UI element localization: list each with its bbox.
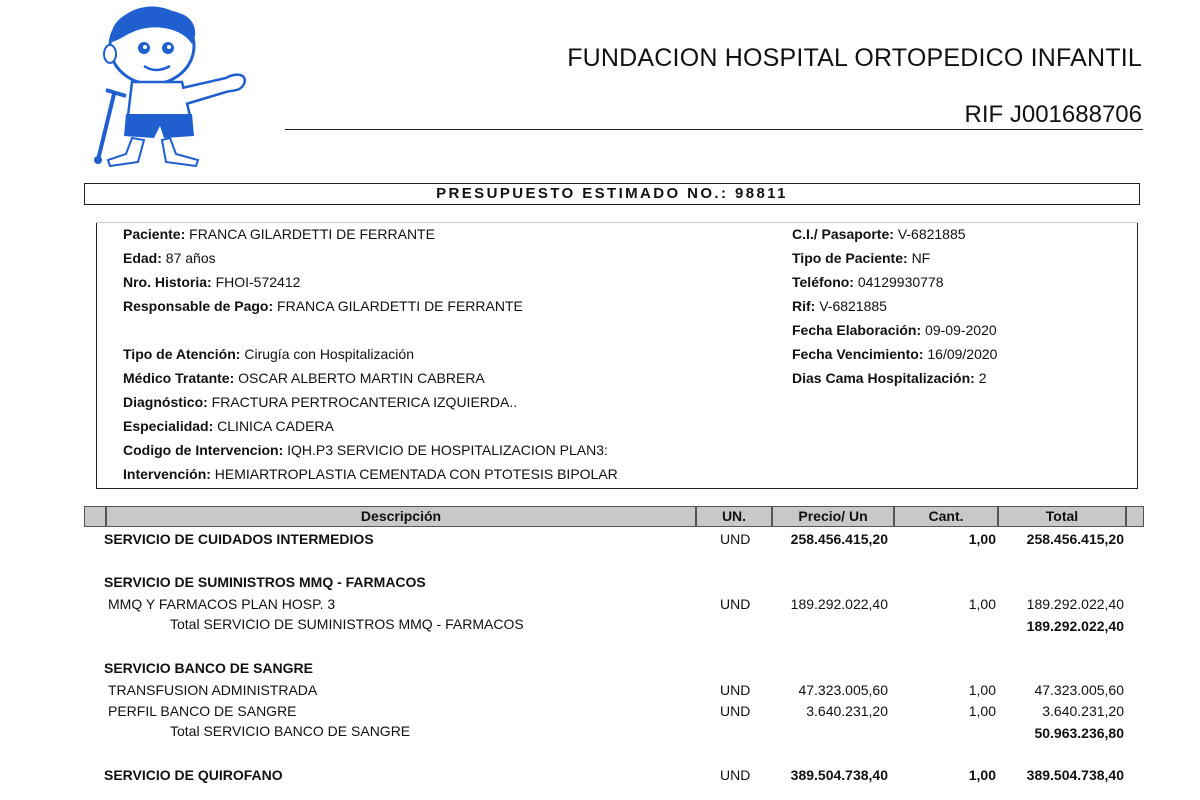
table-row-precio: 189.292.022,40 [790,596,888,612]
field-ci: C.I./ Pasaporte: V-6821885 [792,226,966,242]
header-spacer-right [1126,506,1144,527]
header-divider [285,129,1143,130]
table-row-total: 389.504.738,40 [1026,767,1124,783]
header-descripcion: Descripción [106,506,696,527]
table-subtotal-label: Total SERVICIO DE SUMINISTROS MMQ - FARMACOS [170,616,524,632]
field-rif: Rif: V-6821885 [792,298,887,314]
table-row-cant: 1,00 [968,596,996,612]
table-row-precio: 389.504.738,40 [790,767,888,783]
table-subtotal-value: 189.292.022,40 [1026,618,1124,634]
table-row-un: UND [720,703,751,719]
table-header [84,506,1144,527]
table-row-precio: 3.640.231,20 [806,703,888,719]
table-row-total: 47.323.005,60 [1034,682,1124,698]
table-row-un: UND [720,682,751,698]
table-row-un: UND [720,531,751,547]
field-medico: Médico Tratante: OSCAR ALBERTO MARTIN CABRERA [123,370,485,386]
table-row-precio: 258.456.415,20 [790,531,888,547]
table-row-desc: PERFIL BANCO DE SANGRE [108,703,297,719]
hospital-name: FUNDACION HOSPITAL ORTOPEDICO INFANTIL [567,44,1142,72]
table-row-cant: 1,00 [968,703,996,719]
table-row-un: UND [720,596,751,612]
hospital-rif: RIF J001688706 [964,101,1142,128]
field-intervencion: Intervención: HEMIARTROPLASTIA CEMENTADA CON PTOTESIS BIPOLAR [123,466,618,482]
header-un: UN. [696,506,772,527]
field-diagnostico: Diagnóstico: FRACTURA PERTROCANTERICA IZQUIERDA.. [123,394,518,410]
table-subtotal-value: 50.963.236,80 [1034,725,1124,741]
field-telefono: Teléfono: 04129930778 [792,274,944,290]
table-row-total: 3.640.231,20 [1042,703,1124,719]
table-subtotal-label: Total SERVICIO BANCO DE SANGRE [170,723,411,739]
table-row-total: 189.292.022,40 [1026,596,1124,612]
field-responsable: Responsable de Pago: FRANCA GILARDETTI DE FERRANTE [123,298,523,314]
table-row-desc: SERVICIO DE CUIDADOS INTERMEDIOS [104,531,374,547]
field-atencion: Tipo de Atención: Cirugía con Hospitalización [123,346,414,362]
field-codigo: Codigo de Intervencion: IQH.P3 SERVICIO DE HOSPITALIZACION PLAN3: [123,442,608,458]
table-row-cant: 1,00 [968,531,996,547]
field-tipo-paciente: Tipo de Paciente: NF [792,250,931,266]
header-total: Total [998,506,1126,527]
table-section-title: SERVICIO DE SUMINISTROS MMQ - FARMACOS [104,574,426,590]
table-row-desc: TRANSFUSION ADMINISTRADA [108,682,318,698]
header-cant: Cant. [894,506,998,527]
hospital-logo-icon [86,4,254,168]
table-row-precio: 47.323.005,60 [798,682,888,698]
table-row-desc: MMQ Y FARMACOS PLAN HOSP. 3 [108,596,336,612]
quote-title: PRESUPUESTO ESTIMADO NO.: 98811 [84,183,1140,205]
table-row-total: 258.456.415,20 [1026,531,1124,547]
patient-info-box [96,222,1138,489]
field-paciente: Paciente: FRANCA GILARDETTI DE FERRANTE [123,226,435,242]
table-row-cant: 1,00 [968,682,996,698]
table-row-desc: SERVICIO DE QUIROFANO [104,767,283,783]
field-especialidad: Especialidad: CLINICA CADERA [123,418,334,434]
field-fecha-elaboracion: Fecha Elaboración: 09-09-2020 [792,322,997,338]
field-fecha-vencimiento: Fecha Vencimiento: 16/09/2020 [792,346,998,362]
table-row-un: UND [720,767,751,783]
field-dias-cama: Dias Cama Hospitalización: 2 [792,370,987,386]
table-section-title: SERVICIO BANCO DE SANGRE [104,660,313,676]
header-spacer-left [84,506,106,527]
table-row-cant: 1,00 [968,767,996,783]
header-precio: Precio/ Un [772,506,894,527]
field-historia: Nro. Historia: FHOI-572412 [123,274,301,290]
field-edad: Edad: 87 años [123,250,216,266]
